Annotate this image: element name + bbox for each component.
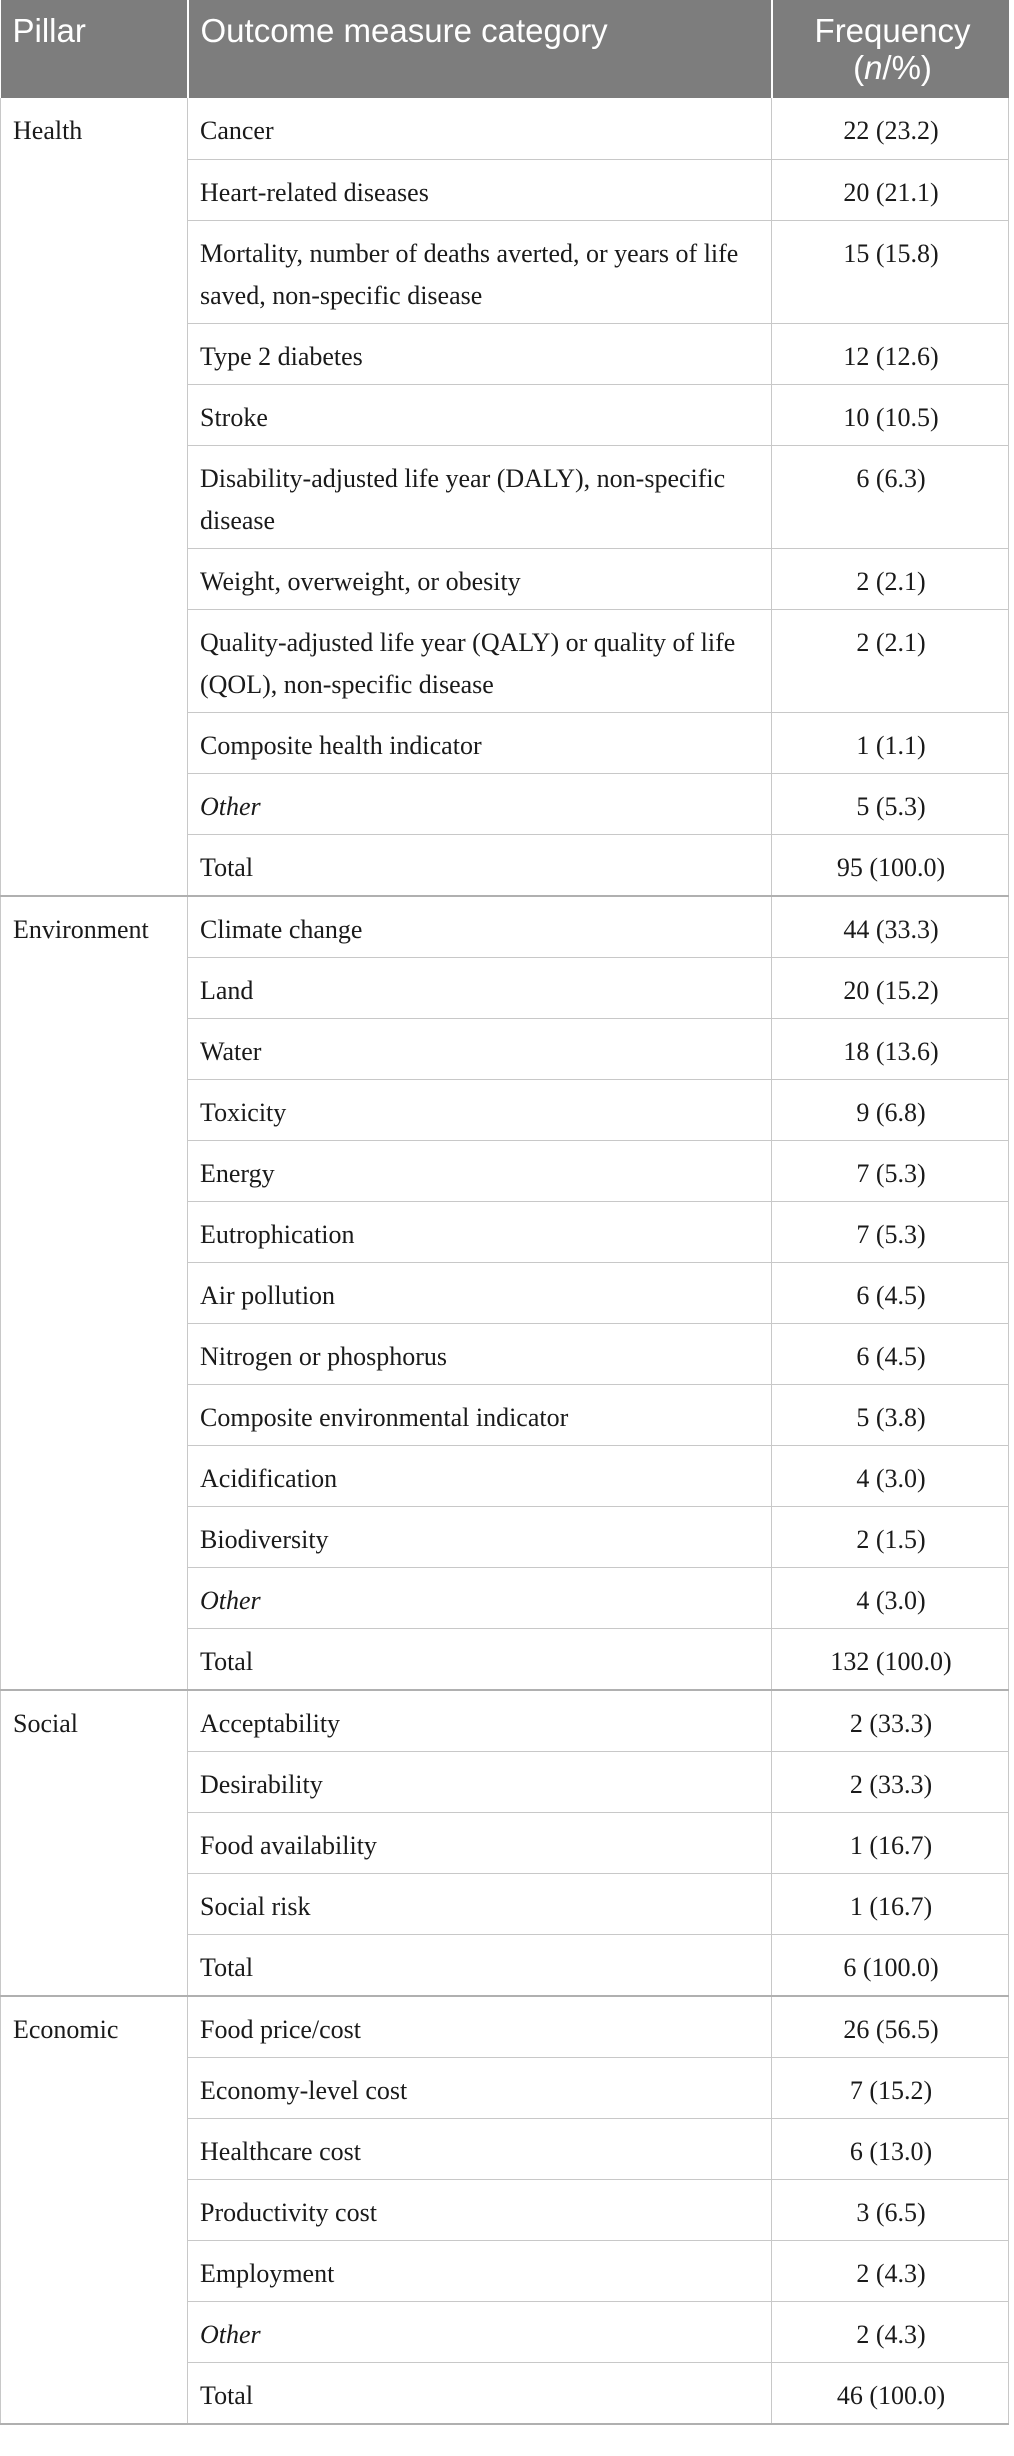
category-cell: Weight, overweight, or obesity bbox=[188, 548, 772, 609]
frequency-cell: 2 (33.3) bbox=[772, 1690, 1009, 1752]
category-cell: Air pollution bbox=[188, 1262, 772, 1323]
category-cell: Cancer bbox=[188, 98, 772, 159]
total-label-cell: Total bbox=[188, 834, 772, 896]
frequency-cell: 22 (23.2) bbox=[772, 98, 1009, 159]
pillar-cell: Environment bbox=[1, 896, 188, 1690]
frequency-cell: 44 (33.3) bbox=[772, 896, 1009, 958]
frequency-cell: 18 (13.6) bbox=[772, 1018, 1009, 1079]
frequency-cell: 6 (4.5) bbox=[772, 1323, 1009, 1384]
total-label-cell: Total bbox=[188, 1628, 772, 1690]
frequency-cell: 46 (100.0) bbox=[772, 2362, 1009, 2424]
frequency-cell: 6 (6.3) bbox=[772, 445, 1009, 548]
category-cell: Other bbox=[188, 2301, 772, 2362]
frequency-cell: 132 (100.0) bbox=[772, 1628, 1009, 1690]
frequency-cell: 20 (15.2) bbox=[772, 957, 1009, 1018]
category-cell: Nitrogen or phosphorus bbox=[188, 1323, 772, 1384]
frequency-cell: 6 (100.0) bbox=[772, 1934, 1009, 1996]
frequency-cell: 5 (5.3) bbox=[772, 773, 1009, 834]
frequency-cell: 2 (1.5) bbox=[772, 1506, 1009, 1567]
category-cell: Toxicity bbox=[188, 1079, 772, 1140]
table-row bbox=[1, 98, 1009, 159]
category-cell: Heart-related diseases bbox=[188, 159, 772, 220]
category-cell: Mortality, number of deaths averted, or years of life saved, non-specific disease bbox=[188, 220, 772, 323]
pillar-cell: Economic bbox=[1, 1996, 188, 2424]
category-cell: Desirability bbox=[188, 1751, 772, 1812]
table-body bbox=[1, 98, 1009, 2424]
header-frequency-label: Frequency bbox=[814, 12, 971, 49]
category-cell: Composite health indicator bbox=[188, 712, 772, 773]
category-cell: Composite environmental indicator bbox=[188, 1384, 772, 1445]
frequency-cell: 12 (12.6) bbox=[772, 323, 1009, 384]
table-header bbox=[1, 0, 1009, 98]
category-cell: Stroke bbox=[188, 384, 772, 445]
frequency-cell: 7 (5.3) bbox=[772, 1201, 1009, 1262]
category-cell: Acceptability bbox=[188, 1690, 772, 1752]
category-cell: Healthcare cost bbox=[188, 2118, 772, 2179]
frequency-cell: 4 (3.0) bbox=[772, 1567, 1009, 1628]
frequency-cell: 20 (21.1) bbox=[772, 159, 1009, 220]
category-cell: Land bbox=[188, 957, 772, 1018]
frequency-cell: 6 (4.5) bbox=[772, 1262, 1009, 1323]
frequency-cell: 10 (10.5) bbox=[772, 384, 1009, 445]
frequency-cell: 2 (4.3) bbox=[772, 2240, 1009, 2301]
header-row bbox=[1, 0, 1009, 98]
category-cell: Social risk bbox=[188, 1873, 772, 1934]
category-cell: Employment bbox=[188, 2240, 772, 2301]
frequency-cell: 3 (6.5) bbox=[772, 2179, 1009, 2240]
category-cell: Type 2 diabetes bbox=[188, 323, 772, 384]
frequency-cell: 26 (56.5) bbox=[772, 1996, 1009, 2058]
frequency-cell: 4 (3.0) bbox=[772, 1445, 1009, 1506]
frequency-cell: 95 (100.0) bbox=[772, 834, 1009, 896]
category-cell: Food price/cost bbox=[188, 1996, 772, 2058]
frequency-cell: 2 (2.1) bbox=[772, 548, 1009, 609]
frequency-cell: 15 (15.8) bbox=[772, 220, 1009, 323]
category-cell: Other bbox=[188, 1567, 772, 1628]
category-cell: Climate change bbox=[188, 896, 772, 958]
category-cell: Productivity cost bbox=[188, 2179, 772, 2240]
category-cell: Disability-adjusted life year (DALY), non-specific disease bbox=[188, 445, 772, 548]
pillar-cell: Social bbox=[1, 1690, 188, 1996]
header-frequency bbox=[772, 0, 1009, 98]
pillar-cell: Health bbox=[1, 98, 188, 896]
category-cell: Biodiversity bbox=[188, 1506, 772, 1567]
frequency-cell: 2 (33.3) bbox=[772, 1751, 1009, 1812]
frequency-cell: 2 (2.1) bbox=[772, 609, 1009, 712]
frequency-cell: 2 (4.3) bbox=[772, 2301, 1009, 2362]
header-pillar: Pillar bbox=[1, 0, 188, 98]
frequency-cell: 1 (16.7) bbox=[772, 1873, 1009, 1934]
frequency-cell: 1 (1.1) bbox=[772, 712, 1009, 773]
table-row bbox=[1, 896, 1009, 958]
category-cell: Other bbox=[188, 773, 772, 834]
frequency-cell: 5 (3.8) bbox=[772, 1384, 1009, 1445]
frequency-cell: 7 (15.2) bbox=[772, 2057, 1009, 2118]
category-cell: Quality-adjusted life year (QALY) or quality of life (QOL), non-specific disease bbox=[188, 609, 772, 712]
header-category: Outcome measure category bbox=[188, 0, 772, 98]
category-cell: Food availability bbox=[188, 1812, 772, 1873]
frequency-cell: 7 (5.3) bbox=[772, 1140, 1009, 1201]
category-cell: Water bbox=[188, 1018, 772, 1079]
header-frequency-unit: (n/%) bbox=[853, 49, 932, 86]
category-cell: Acidification bbox=[188, 1445, 772, 1506]
frequency-cell: 6 (13.0) bbox=[772, 2118, 1009, 2179]
table-row bbox=[1, 1996, 1009, 2058]
frequency-cell: 9 (6.8) bbox=[772, 1079, 1009, 1140]
frequency-cell: 1 (16.7) bbox=[772, 1812, 1009, 1873]
table-row bbox=[1, 1690, 1009, 1752]
category-cell: Economy-level cost bbox=[188, 2057, 772, 2118]
category-cell: Eutrophication bbox=[188, 1201, 772, 1262]
category-cell: Energy bbox=[188, 1140, 772, 1201]
total-label-cell: Total bbox=[188, 2362, 772, 2424]
total-label-cell: Total bbox=[188, 1934, 772, 1996]
